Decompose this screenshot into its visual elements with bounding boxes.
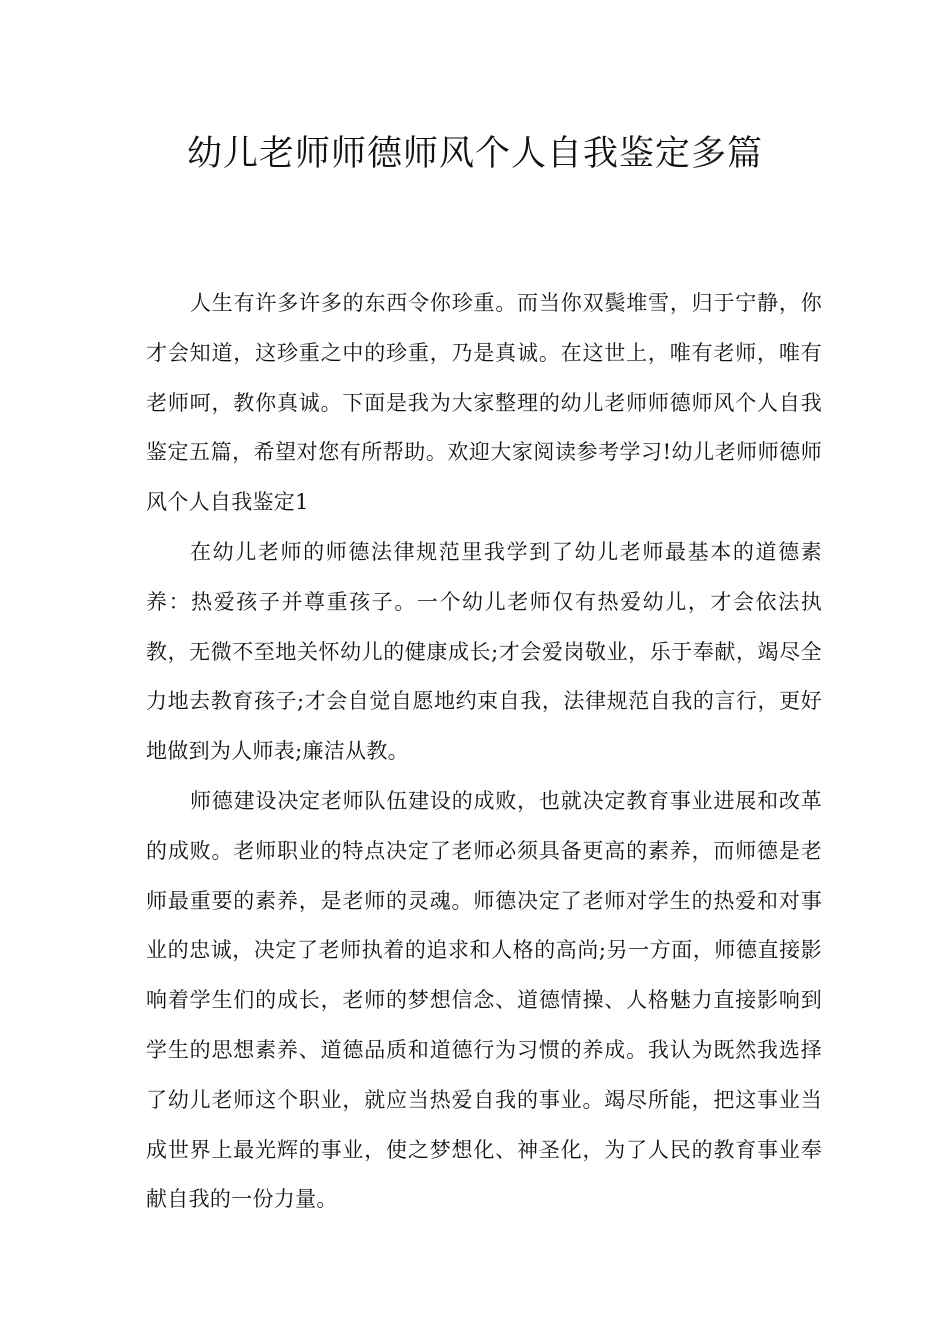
paragraph-ethics-norms: 在幼儿老师的师德法律规范里我学到了幼儿老师最基本的道德素养：热爱孩子并尊重孩子。一个幼儿老师仅有热爱幼儿，才会依法执教，无微不至地关怀幼儿的健康成长;才会爱岗敬业，乐于奉献，竭尽全力地去教育孩子;才会自觉自愿地约束自我，法律规范自我的言行，更好地做到为人师表;廉洁从教。 [146, 539, 822, 764]
paragraph-intro: 人生有许多许多的东西令你珍重。而当你双鬓堆雪，归于宁静，你才会知道，这珍重之中的珍重，乃是真诚。在这世上，唯有老师，唯有老师呵，教你真诚。下面是我为大家整理的幼儿老师师德师风个人自我鉴定五篇，希望对您有所帮助。欢迎大家阅读参考学习!幼儿老师师德师风个人自我鉴定1 [146, 291, 822, 515]
document-title: 幼儿老师师德师风个人自我鉴定多篇 [186, 134, 763, 174]
paragraph-ethics-construction: 师德建设决定老师队伍建设的成败，也就决定教育事业进展和改革的成败。老师职业的特点决定了老师必须具备更高的素养，而师德是老师最重要的素养，是老师的灵魂。师德决定了老师对学生的热爱和对事业的忠诚，决定了老师执着的追求和人格的高尚;另一方面，师德直接影响着学生们的成长，老师的梦想信念、道德情操、人格魅力直接影响到学生的思想素养、道德品质和道德行为习惯的养成。我认为既然我选择了幼儿老师这个职业，就应当热爱自我的事业。竭尽所能，把这事业当成世界上最光辉的事业，使之梦想化、神圣化，为了人民的教育事业奉献自我的一份力量。 [146, 788, 822, 1212]
document-body [146, 279, 822, 1225]
